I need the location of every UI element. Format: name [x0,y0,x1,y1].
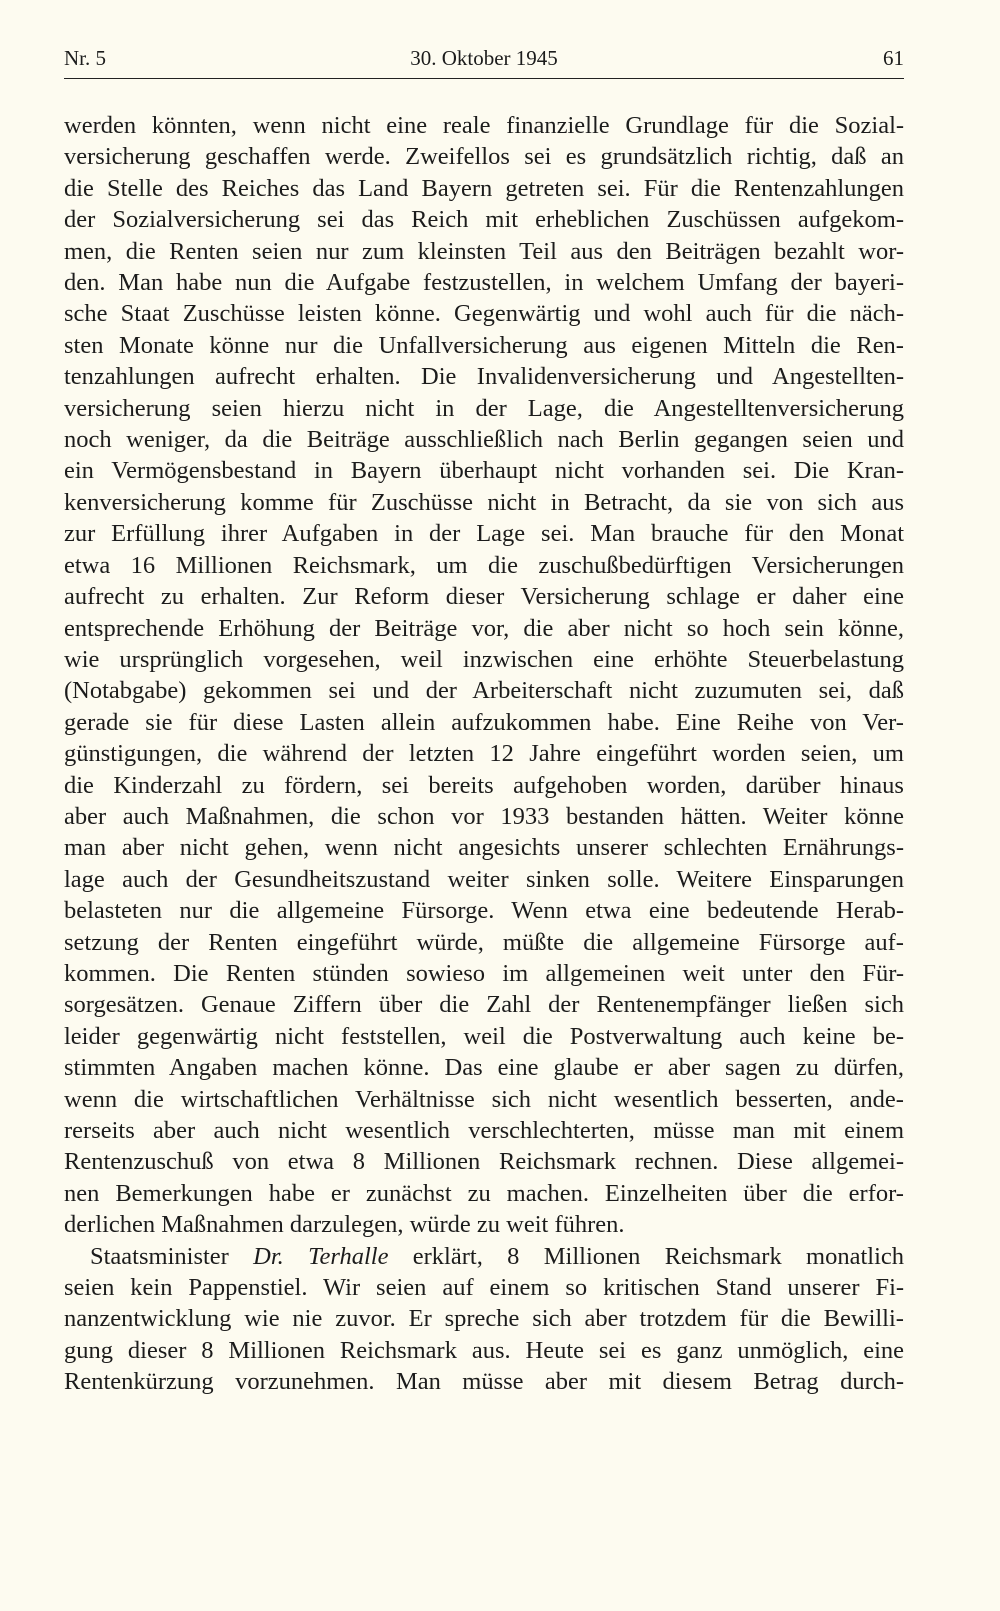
text-line: günstigungen, die während der letzten 12 Jahre eingeführt worden seien, um [64,740,904,768]
text-line: kommen. Die Renten stünden sowieso im allgemeinen weit unter den Für- [64,959,904,987]
text-line: men, die Renten seien nur zum kleinsten Teil aus den Beiträgen bezahlt wor- [64,237,904,265]
paragraph-2-suffix: erklärt, 8 Millionen Reichsmark monatlich [388,1242,904,1270]
text-line: versicherung seien hierzu nicht in der Lage, die Angestelltenversicherung [64,394,904,422]
text-line: Rentenkürzung vorzunehmen. Man müsse aber mit diesem Betrag durch- [64,1368,904,1396]
text-line: kenversicherung komme für Zuschüsse nicht in Betracht, da sie von sich aus [64,488,904,516]
issue-number: Nr. 5 [64,46,106,70]
paragraph-2 [64,1241,904,1398]
text-line: derlichen Maßnahmen darzulegen, würde zu weit führen. [64,1211,625,1239]
text-line: tenzahlungen aufrecht erhalten. Die Invalidenversicherung und Angestellten- [64,363,904,391]
page-header [64,46,904,76]
text-line: (Notabgabe) gekommen sei und der Arbeiterschaft nicht zuzumuten sei, daß [64,677,904,705]
issue-date: 30. Oktober 1945 [410,46,558,70]
text-line: sche Staat Zuschüsse leisten könne. Gegenwärtig und wohl auch für die näch- [64,300,904,328]
text-line: stimmten Angaben machen könne. Das eine glaube er aber sagen zu dürfen, [64,1054,904,1082]
text-line: belasteten nur die allgemeine Fürsorge. Wenn etwa eine bedeutende Herab- [64,897,904,925]
text-line: die Kinderzahl zu fördern, sei bereits aufgehoben worden, darüber hinaus [64,771,904,799]
body-text [64,110,904,1398]
text-line: wie ursprünglich vorgesehen, weil inzwischen eine erhöhte Steuerbelastung [64,645,904,673]
text-line: ein Vermögensbestand in Bayern überhaupt nicht vorhanden sei. Die Kran- [64,457,904,485]
text-line: sorgesätzen. Genaue Ziffern über die Zahl der Rentenempfänger ließen sich [64,991,904,1019]
text-line: der Sozialversicherung sei das Reich mit erheblichen Zuschüssen aufgekom- [64,206,904,234]
text-line: den. Man habe nun die Aufgabe festzustellen, in welchem Umfang der bayeri- [64,269,904,297]
text-line: wenn die wirtschaftlichen Verhältnisse sich nicht wesentlich besserten, ande- [64,1085,904,1113]
text-line: rerseits aber auch nicht wesentlich verschlechterten, müsse man mit einem [64,1117,904,1144]
text-line: aufrecht zu erhalten. Zur Reform dieser Versicherung schlage er daher eine [64,583,904,611]
paragraph-2-first-line [64,1241,904,1272]
speaker-name: Dr. Terhalle [253,1242,389,1270]
header-rule [64,78,904,79]
text-line: gerade sie für diese Lasten allein aufzukommen habe. Eine Reihe von Ver- [64,708,904,736]
text-line: versicherung geschaffen werde. Zweifellos sei es grundsätzlich richtig, daß an [64,143,904,171]
text-line: sten Monate könne nur die Unfallversicherung aus eigenen Mitteln die Ren- [64,331,904,359]
text-line: setzung der Renten eingeführt würde, müßte die allgemeine Fürsorge auf- [64,928,904,956]
text-line: gung dieser 8 Millionen Reichsmark aus. Heute sei es ganz unmöglich, eine [64,1336,904,1364]
text-line: die Stelle des Reiches das Land Bayern getreten sei. Für die Rentenzahlungen [64,174,904,202]
text-line: leider gegenwärtig nicht feststellen, weil die Postverwaltung auch keine be- [64,1022,904,1050]
text-line: noch weniger, da die Beiträge ausschließlich nach Berlin gegangen seien und [64,426,904,454]
text-line: nanzentwicklung wie nie zuvor. Er spreche sich aber trotzdem für die Bewilli- [64,1305,904,1333]
text-line: man aber nicht gehen, wenn nicht angesichts unserer schlechten Ernährungs- [64,834,904,862]
text-line: Rentenzuschuß von etwa 8 Millionen Reichsmark rechnen. Diese allgemei- [64,1148,904,1176]
text-line: etwa 16 Millionen Reichsmark, um die zuschußbedürftigen Versicherungen [64,551,904,579]
text-line: lage auch der Gesundheitszustand weiter sinken solle. Weitere Einsparungen [64,865,904,893]
text-line: zur Erfüllung ihrer Aufgaben in der Lage sei. Man brauche für den Monat [64,520,904,548]
text-line: seien kein Pappenstiel. Wir seien auf einem so kritischen Stand unserer Fi- [64,1274,904,1302]
page-number: 61 [883,46,904,70]
text-line: entsprechende Erhöhung der Beiträge vor, die aber nicht so hoch sein könne, [64,614,904,642]
paragraph-2-prefix: Staatsminister [90,1242,254,1270]
text-line: nen Bemerkungen habe er zunächst zu machen. Einzelheiten über die erfor- [64,1179,904,1207]
text-line: aber auch Maßnahmen, die schon vor 1933 bestanden hätten. Weiter könne [64,802,904,830]
text-line: werden könnten, wenn nicht eine reale finanzielle Grundlage für die Sozial- [64,112,904,139]
paragraph-1 [64,110,904,1241]
